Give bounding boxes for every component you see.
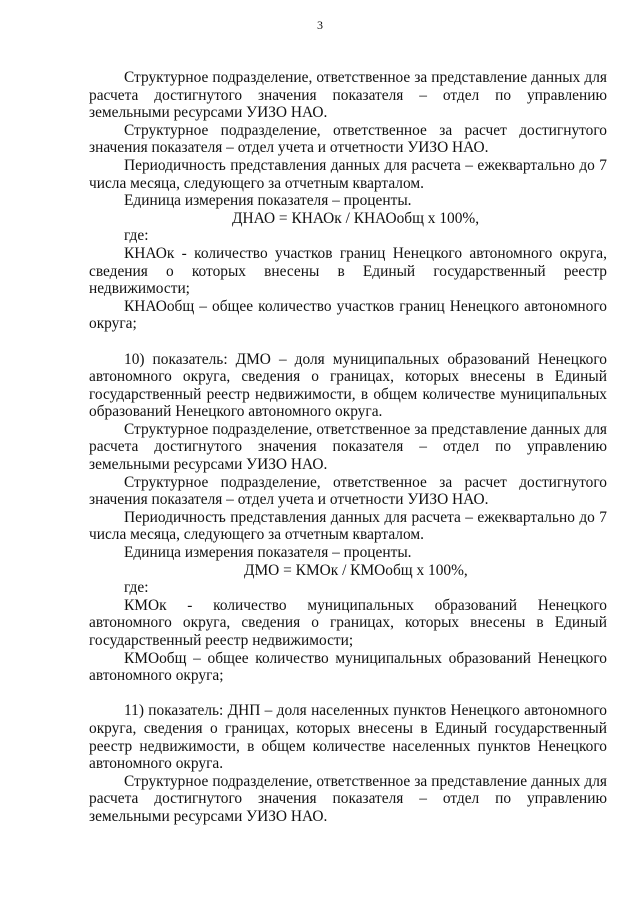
paragraph-unit-of-measure: Единица измерения показателя – проценты. [124,544,412,562]
indicator-10-dmo: 10) показатель: ДМО – доля муниципальных образований Ненецкого автономного округа, сведения о границах, которых внесены в Единый государственный реестр недвижимости, в общем количестве муниципальных образований Ненецкого автономного округа. [89,350,607,421]
definition-knaoobshch: КНАОобщ – общее количество участков границ Ненецкого автономного округа; [89,297,607,333]
section-gap [89,333,607,351]
paragraph-data-provider: Структурное подразделение, ответственное за представление данных для расчета достигнутого значения показателя – отдел по управлению земельными ресурсами УИЗО НАО. [89,772,607,825]
paragraph-where: где: [124,227,149,245]
paragraph-calculation-unit: Структурное подразделение, ответственное за расчет достигнутого значения показателя – отдел учета и отчетности УИЗО НАО. [89,121,607,157]
paragraph-periodicity: Периодичность представления данных для расчета – ежеквартально до 7 числа месяца, следующего за отчетным кварталом. [89,156,607,192]
paragraph-unit-of-measure: Единица измерения показателя – проценты. [124,192,412,210]
formula-dnao: ДНАО = КНАОк / КНАОобщ x 100%, [232,209,480,227]
definition-kmoobshch: КМОобщ – общее количество муниципальных образований Ненецкого автономного округа; [89,649,607,685]
paragraph-calculation-unit: Структурное подразделение, ответственное за расчет достигнутого значения показателя – отдел учета и отчетности УИЗО НАО. [89,473,607,509]
document-body [89,69,607,826]
paragraph-data-provider: Структурное подразделение, ответственное за представление данных для расчета достигнутого значения показателя – отдел по управлению земельными ресурсами УИЗО НАО. [89,69,607,122]
definition-kmok: КМОк - количество муниципальных образований Ненецкого автономного округа, сведения о границах, которых внесены в Единый государственный реестр недвижимости; [89,596,607,649]
definition-knaok: КНАОк - количество участков границ Ненецкого автономного округа, сведения о которых внесены в Единый государственный реестр недвижимости; [89,244,607,298]
paragraph-periodicity: Периодичность представления данных для расчета – ежеквартально до 7 числа месяца, следующего за отчетным кварталом. [89,508,607,544]
paragraph-data-provider: Структурное подразделение, ответственное за представление данных для расчета достигнутого значения показателя – отдел по управлению земельными ресурсами УИЗО НАО. [89,420,607,474]
formula-dmo: ДМО = КМОк / КМОобщ x 100%, [244,561,468,579]
page-number: 3 [317,18,323,32]
indicator-11-dnp: 11) показатель: ДНП – доля населенных пунктов Ненецкого автономного округа, сведения о границах, которых внесены в Единый государственный реестр недвижимости, в общем количестве населенных пунктов Ненецкого автономного округа. [89,702,607,773]
paragraph-where: где: [124,579,149,597]
section-gap [89,685,607,703]
